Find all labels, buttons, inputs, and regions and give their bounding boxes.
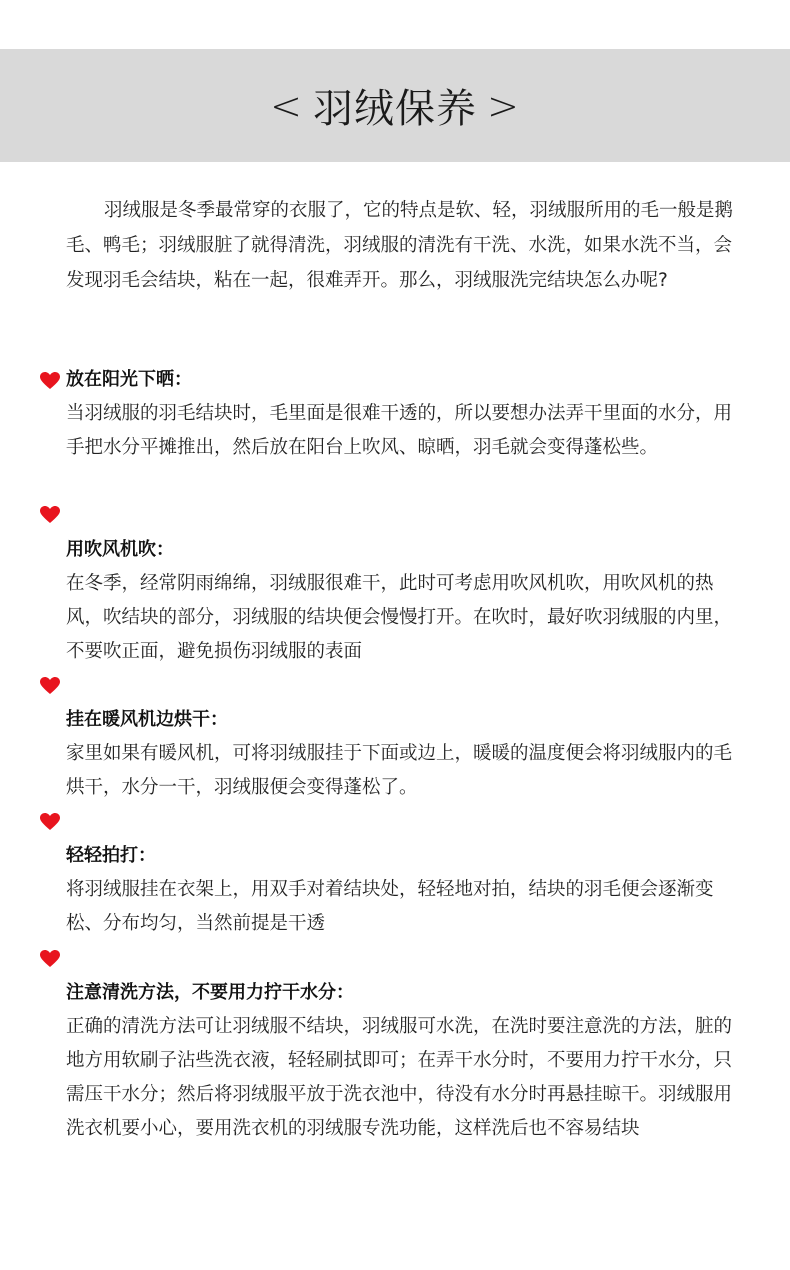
- heart-icon: [40, 950, 60, 968]
- section-body: 家里如果有暖风机，可将羽绒服挂于下面或边上，暖暖的温度便会将羽绒服内的毛烘干，水分一干，羽绒服便会变得蓬松了。: [66, 743, 733, 798]
- heart-icon: [40, 506, 60, 524]
- right-bracket: >: [487, 83, 520, 128]
- section-title: 注意清洗方法，不要用力拧干水分：: [66, 982, 354, 1003]
- section-title: 用吹风机吹：: [66, 539, 174, 560]
- title-banner: [0, 49, 790, 162]
- section-title: 挂在暖风机边烘干：: [66, 709, 228, 730]
- section-body: 当羽绒服的羽毛结块时，毛里面是很难干透的，所以要想办法弄干里面的水分，用手把水分平摊推出，然后放在阳台上吹风、晾晒，羽毛就会变得蓬松些。: [66, 403, 733, 458]
- section-body: 正确的清洗方法可让羽绒服不结块，羽绒服可水洗，在洗时要注意洗的方法，脏的地方用软刷子沾些洗衣液，轻轻刷拭即可；在弄干水分时，不要用力拧干水分，只需压干水分；然后将羽绒服平放于洗衣池中，待没有水分时再悬挂晾干。羽绒服用洗衣机要小心，要用洗衣机的羽绒服专洗功能，这样洗后也不容易结块: [66, 1016, 733, 1139]
- heart-icon: [40, 677, 60, 695]
- section-body: 将羽绒服挂在衣架上，用双手对着结块处，轻轻地对拍，结块的羽毛便会逐渐变松、分布均匀，当然前提是干透: [66, 879, 714, 934]
- section-body: 在冬季，经常阴雨绵绵，羽绒服很难干，此时可考虑用吹风机吹，用吹风机的热风，吹结块的部分，羽绒服的结块便会慢慢打开。在吹时，最好吹羽绒服的内里， 不要吹正面，避免损伤羽绒服的表面: [66, 573, 733, 662]
- section-title: 放在阳光下晒：: [66, 369, 192, 390]
- page-title: [270, 77, 520, 134]
- section-title: 轻轻拍打：: [66, 845, 156, 866]
- left-bracket: <: [270, 83, 303, 128]
- page-title-text: 羽绒保养: [313, 86, 477, 132]
- heart-icon: [40, 372, 60, 390]
- intro-paragraph: 羽绒服是冬季最常穿的衣服了，它的特点是软、轻，羽绒服所用的毛一般是鹅毛、鸭毛；羽绒服脏了就得清洗，羽绒服的清洗有干洗、水洗，如果水洗不当，会发现羽毛会结块，粘在一起，很难弄开。那么，羽绒服洗完结块怎么办呢?: [66, 200, 734, 291]
- heart-icon: [40, 813, 60, 831]
